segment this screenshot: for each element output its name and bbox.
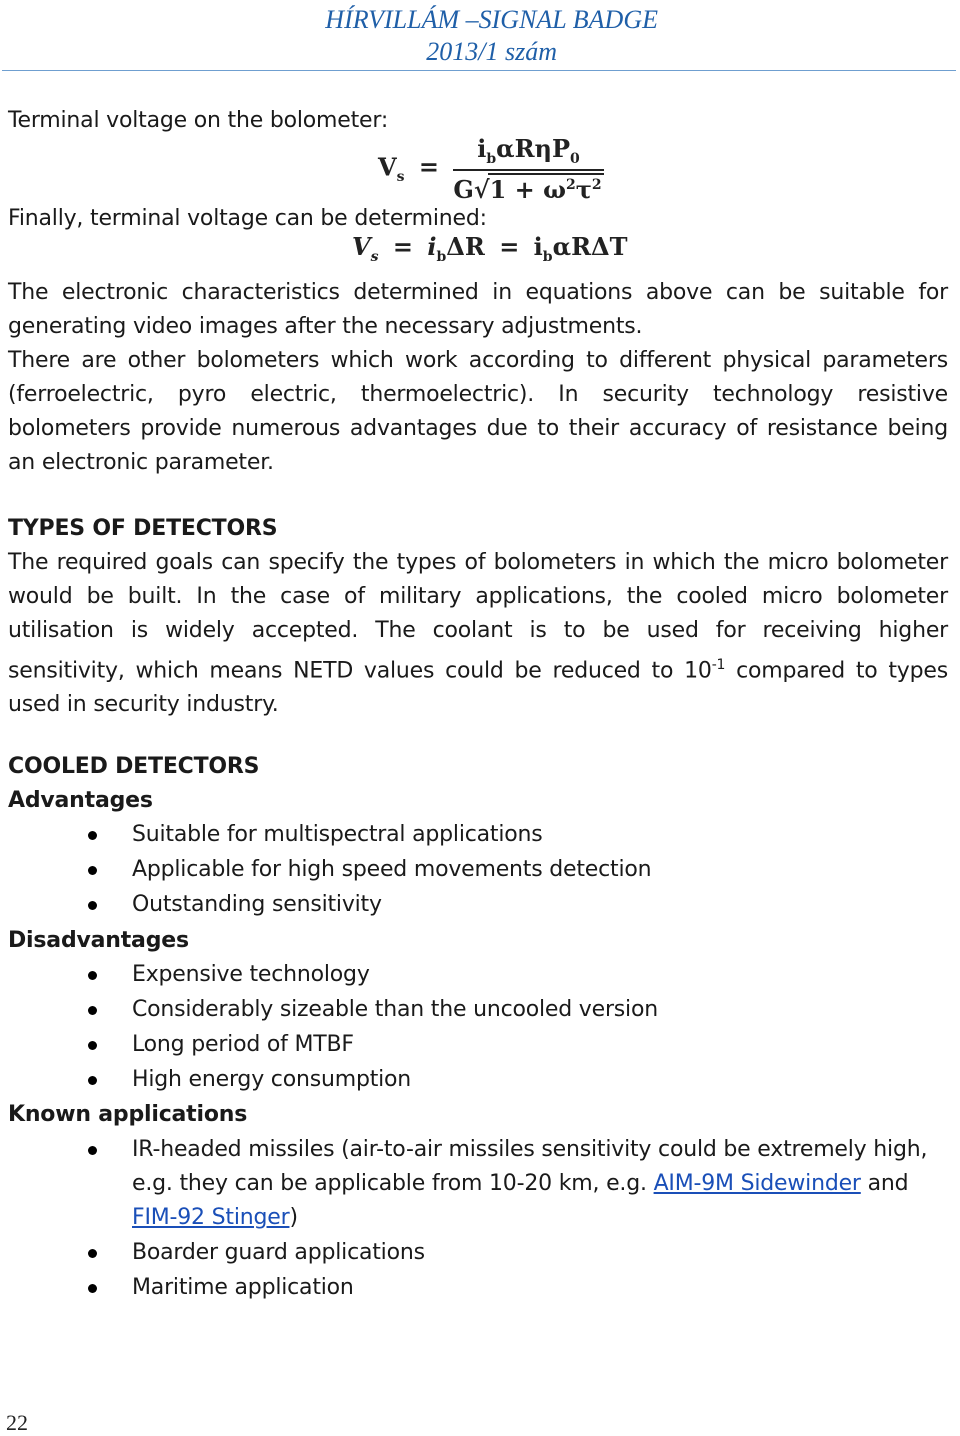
- formula1-den-g: G: [453, 174, 474, 204]
- bullet-icon: [88, 901, 97, 910]
- formula1-lhs: V: [378, 152, 397, 182]
- formula1-lhs-sub: s: [396, 169, 405, 186]
- list-item-text: Expensive technology: [132, 962, 370, 987]
- formula1-den-sup1: 2: [566, 176, 576, 193]
- formula2-rhs-rest: αRΔT: [552, 232, 628, 261]
- paragraph-other-bolometers: There are other bolometers which work according to different physical parameters (ferroelectric, pyro electric, thermoelectric). In security technology resistive bolometers provide numerous advantages due to their accuracy of resistance being an electronic parameter.: [8, 348, 948, 475]
- list-item: [8, 1271, 948, 1305]
- formula2-mid-i: i: [427, 232, 437, 261]
- terminal-voltage-label: Terminal voltage on the bolometer:: [8, 108, 389, 133]
- types-paragraph: [8, 546, 948, 722]
- disadvantages-heading: Disadvantages: [8, 928, 189, 953]
- bullet-icon: [88, 866, 97, 875]
- list-item-text: Outstanding sensitivity: [132, 892, 382, 917]
- list-item-text: Suitable for multispectral applications: [132, 822, 543, 847]
- list-item: [8, 853, 948, 887]
- advantages-list: [8, 818, 948, 922]
- list-item-text: Maritime application: [132, 1275, 354, 1300]
- types-text-after: compared to types used in security industry.: [8, 658, 948, 718]
- list-item-text: Considerably sizeable than the uncooled version: [132, 997, 658, 1022]
- formula1-den-tau: τ: [575, 174, 592, 204]
- formula1-num-sub: b: [486, 150, 497, 167]
- formula1-num-i: i: [477, 134, 487, 163]
- paragraph-characteristics: The electronic characteristics determined in equations above can be suitable for generating video images after the necessary adjustments.: [8, 280, 948, 339]
- formula2-lhs: V: [352, 232, 371, 261]
- closing-paren: ): [289, 1205, 298, 1230]
- list-item-text: Boarder guard applications: [132, 1240, 425, 1265]
- bullet-icon: [88, 1076, 97, 1085]
- types-text-before: The required goals can specify the types of bolometers in which the micro bolometer would be built. In the case of military applications, the cooled micro bolometer utilisation is widely accepted. The coolant is to be used for receiving higher sensitivity, which means NETD values could be reduced to 10: [8, 550, 948, 684]
- bullet-icon: [88, 1146, 97, 1155]
- bullet-icon: [88, 1006, 97, 1015]
- types-exponent: -1: [711, 657, 726, 673]
- types-heading: TYPES OF DETECTORS: [8, 516, 278, 541]
- list-item-text: Applicable for high speed movements detection: [132, 857, 652, 882]
- disadvantages-list: [8, 958, 948, 1097]
- list-item: [8, 1236, 948, 1270]
- list-item: [8, 1133, 948, 1235]
- formula1-den-sqrt: 1 + ω: [489, 174, 566, 204]
- known-applications-list: [8, 1133, 948, 1305]
- formula1-den-sup2: 2: [591, 176, 602, 193]
- aim-9m-sidewinder-link[interactable]: AIM-9M Sidewinder: [653, 1171, 861, 1196]
- list-item: [8, 993, 948, 1027]
- list-item-text: High energy consumption: [132, 1067, 412, 1092]
- page-number: 22: [6, 1410, 28, 1435]
- advantages-list-container: [8, 818, 948, 922]
- disadvantages-list-container: [8, 958, 948, 1097]
- issue-label: 2013/1 szám: [426, 37, 558, 66]
- bullet-icon: [88, 971, 97, 980]
- finally-label: Finally, terminal voltage can be determined:: [8, 206, 487, 231]
- header-divider: [2, 70, 956, 71]
- fim-92-stinger-link[interactable]: FIM-92 Stinger: [132, 1205, 290, 1230]
- list-item: [8, 818, 948, 852]
- list-item: [8, 958, 948, 992]
- known-applications-list-container: [8, 1133, 948, 1305]
- formula1-num-rest: αRηP: [496, 134, 571, 163]
- bullet-icon: [88, 1041, 97, 1050]
- known-applications-heading: Known applications: [8, 1102, 248, 1127]
- list-item-text: Long period of MTBF: [132, 1032, 354, 1057]
- cooled-heading: COOLED DETECTORS: [8, 754, 260, 779]
- missiles-text: IR-headed missiles (air-to-air missiles sensitivity could be extremely high, e.g. they can be applicable from 10-20 km, e.g.: [132, 1137, 928, 1196]
- formula-terminal-voltage: $V_s$ = $\frac{i_b\alpha R\eta P_0}{G√1 + \omega^2\tau^2}$: [378, 134, 602, 204]
- list-item: [8, 888, 948, 922]
- bullet-icon: [88, 1249, 97, 1258]
- bullet-icon: [88, 1284, 97, 1293]
- formula1-num-rest-sub: 0: [570, 150, 580, 167]
- formula2-rhs-i: i: [533, 232, 543, 261]
- journal-title: HÍRVILLÁM –SIGNAL BADGE: [325, 5, 658, 34]
- formula1-fraction: $\frac{i_b\alpha R\eta P_0}{G√1 + \omega^2\tau^2}$: [453, 134, 602, 204]
- formula2-lhs-sub: s: [370, 248, 379, 265]
- running-header: [325, 4, 658, 68]
- advantages-heading: Advantages: [8, 788, 153, 813]
- list-item: [8, 1028, 948, 1062]
- formula2-mid-sub: b: [436, 248, 447, 265]
- formula-terminal-voltage-final: $V_s = i_b\Delta R = i_b\alpha R\Delta T$: [352, 232, 628, 265]
- list-item: [8, 1063, 948, 1097]
- formula2-rhs-sub: b: [542, 248, 553, 265]
- bullet-icon: [88, 831, 97, 840]
- formula2-mid-rest: ΔR: [446, 232, 485, 261]
- and-text: and: [860, 1171, 909, 1196]
